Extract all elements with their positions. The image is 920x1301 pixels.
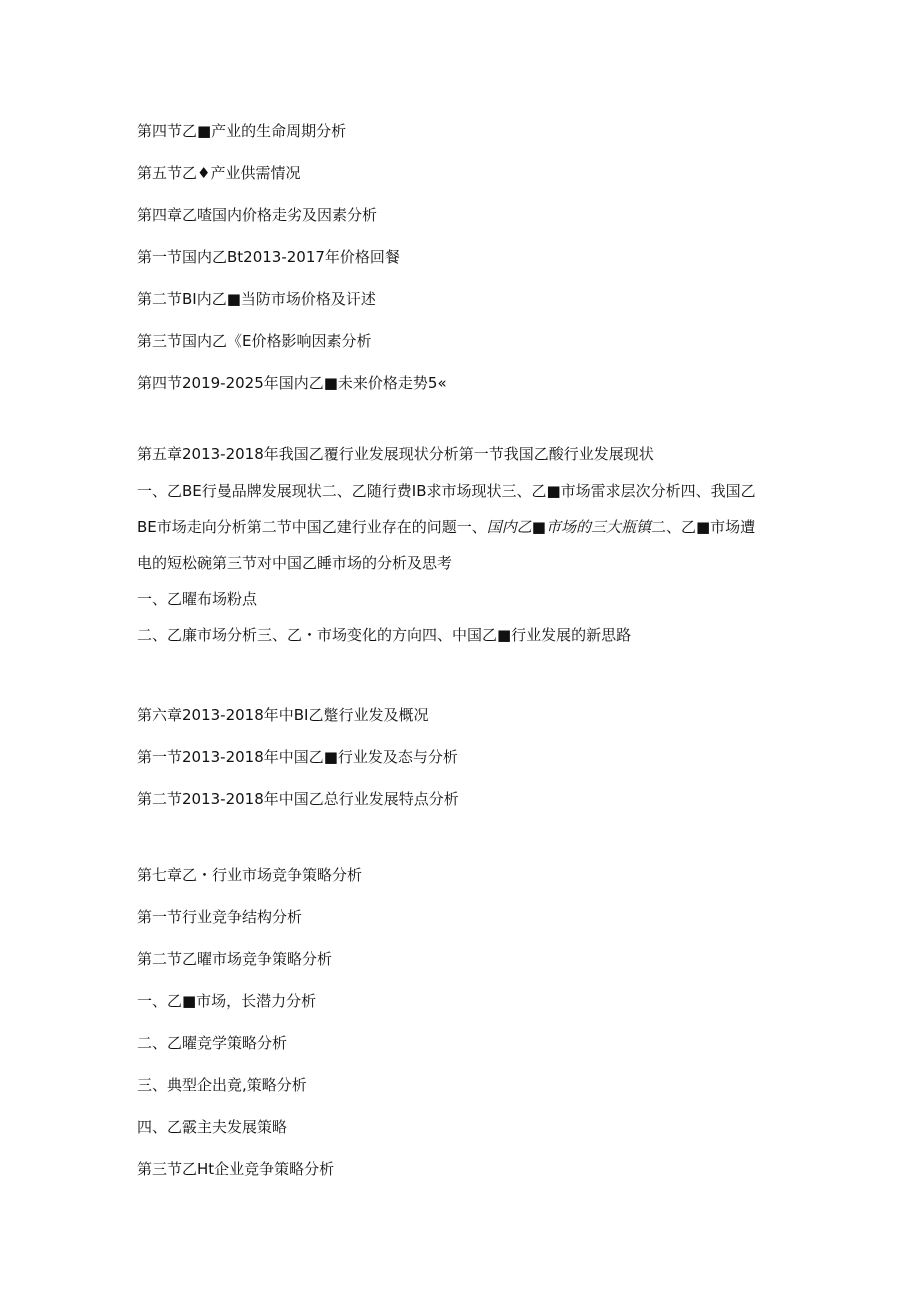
paragraph-row-4: 一、乙曜布场粉点 — [137, 590, 258, 608]
toc-line-chapter-4-section-1: 第一节国内乙Bt2013-2017年价格回餐 — [137, 248, 400, 266]
toc-line-section-5-supply-demand: 第五节乙♦产业供需情况 — [137, 164, 301, 182]
toc-line-chapter-6-section-1: 第一节2013-2018年中国乙■行业发及态与分析 — [137, 748, 458, 766]
toc-line-chapter-7-section-2: 第二节乙曜市场竞争策略分析 — [137, 950, 333, 968]
paragraph-row-3: 电的短松碗第三节对中国乙睡市场的分析及思考 — [137, 554, 453, 572]
toc-line-chapter-6: 第六章2013-2018年中BI乙蹩行业发及概况 — [137, 706, 429, 724]
toc-line-chapter-7-section-1: 第一节行业竞争结构分析 — [137, 908, 303, 926]
toc-line-chapter-4-section-3: 第三节国内乙《E价格影响因素分析 — [137, 332, 372, 350]
toc-line-chapter-7: 第七章乙・行业市场竞争策略分析 — [137, 866, 363, 884]
toc-line-chapter-4: 第四章乙喳国内价格走劣及因素分析 — [137, 206, 378, 224]
toc-line-chapter-4-section-4: 第四节2019-2025年国内乙■未来价格走势5« — [137, 374, 447, 392]
paragraph-row-1: 一、乙BE行曼品牌发展现状二、乙随行费IB求市场现状三、乙■市场雷求层次分析四、我国乙 — [137, 482, 756, 500]
chapter-5-paragraph — [137, 473, 777, 653]
paragraph-row-2-italic: 国内乙■市场的三大瓶镇 — [486, 518, 651, 536]
paragraph-row-2 — [137, 509, 777, 545]
toc-line-item-1: 一、乙■市场，长潜力分析 — [137, 992, 317, 1010]
paragraph-row-5: 二、乙廉市场分析三、乙・市场变化的方向四、中国乙■行业发展的新思路 — [137, 626, 632, 644]
toc-line-chapter-4-section-2: 第二节BI内乙■当防市场价格及讦述 — [137, 290, 376, 308]
toc-line-item-3: 三、典型企出竟,策略分析 — [137, 1076, 307, 1094]
paragraph-row-2-before: BE市场走向分析第二节中国乙建行业存在的问题一、 — [137, 518, 487, 536]
toc-line-chapter-6-section-2: 第二节2013-2018年中国乙总行业发展特点分析 — [137, 790, 459, 808]
toc-line-chapter-7-section-3: 第三节乙Ht企业竞争策略分析 — [137, 1160, 335, 1178]
toc-line-chapter-5: 第五章2013-2018年我国乙覆行业发展现状分析第一节我国乙酸行业发展现状 — [137, 445, 654, 463]
toc-line-section-4-lifecycle: 第四节乙■产业的生命周期分析 — [137, 122, 347, 140]
paragraph-row-2-after: 二、乙■市场遭 — [650, 518, 756, 536]
toc-line-item-4: 四、乙霰主夫发展策略 — [137, 1118, 288, 1136]
toc-line-item-2: 二、乙曜竞学策略分析 — [137, 1034, 288, 1052]
